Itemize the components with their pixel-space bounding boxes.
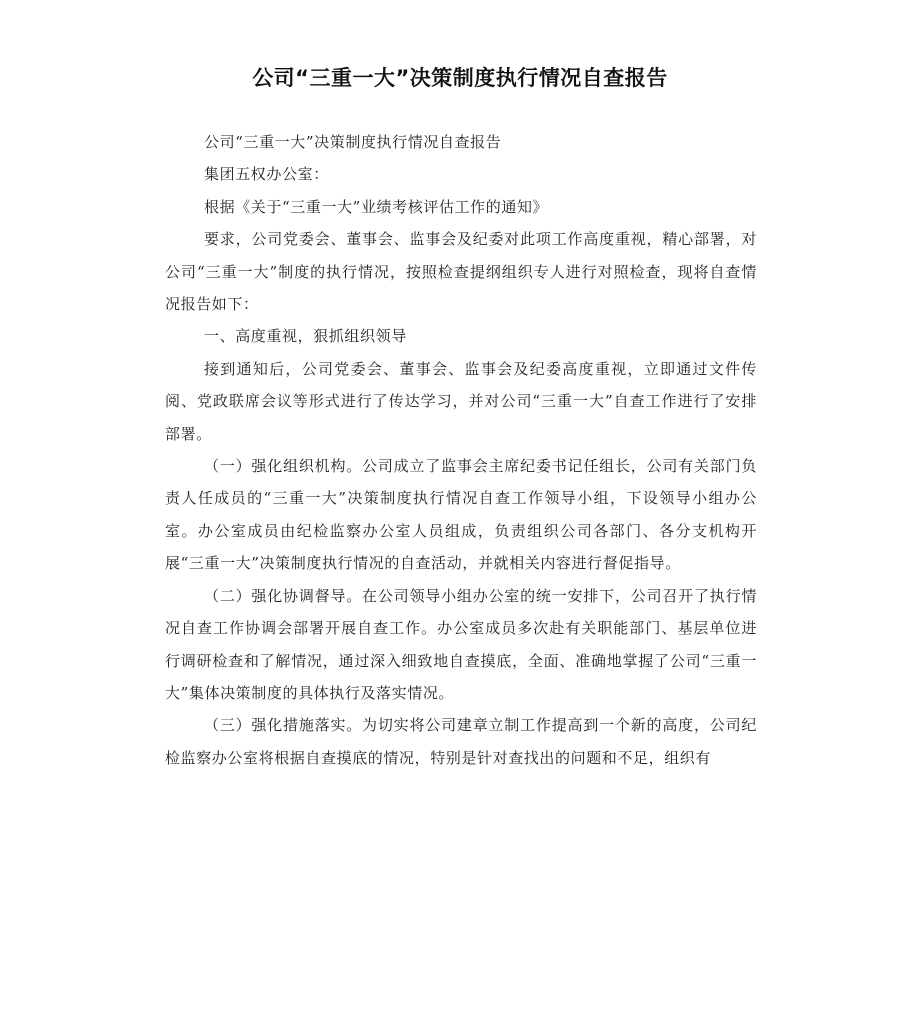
paragraph-item-2: （二）强化协调督导。在公司领导小组办公室的统一安排下，公司召开了执行情况自查工作协调会部署开展自查工作。办公室成员多次赴有关职能部门、基层单位进行调研检查和了解情况，通过深入细致地自查摸底，全面、准确地掌握了公司“三重一大”集体决策制度的具体执行及落实情况。 bbox=[165, 586, 757, 702]
section-heading-1: 一、高度重视，狠抓组织领导 bbox=[204, 327, 407, 346]
paragraph-addressee: 集团五权办公室： bbox=[204, 165, 329, 184]
document-title: 公司“三重一大”决策制度执行情况自查报告 bbox=[252, 66, 668, 90]
paragraph-reference: 根据《关于“三重一大”业绩考核评估工作的通知》 bbox=[204, 197, 549, 216]
document-body bbox=[165, 126, 757, 774]
paragraph-notice: 接到通知后，公司党委会、董事会、监事会及纪委高度重视，立即通过文件传阅、党政联席会议等形式进行了传达学习，并对公司“三重一大”自查工作进行了安排部署。 bbox=[165, 359, 757, 443]
paragraph-intro: 要求，公司党委会、董事会、监事会及纪委对此项工作高度重视，精心部署，对公司“三重一大”制度的执行情况，按照检查提纲组织专人进行对照检查，现将自查情况报告如下： bbox=[165, 230, 757, 314]
paragraph-item-3: （三）强化措施落实。为切实将公司建章立制工作提高到一个新的高度，公司纪检监察办公室将根据自查摸底的情况，特别是针对查找出的问题和不足，组织有 bbox=[165, 716, 757, 767]
paragraph-item-1: （一）强化组织机构。公司成立了监事会主席纪委书记任组长，公司有关部门负责人任成员的“三重一大”决策制度执行情况自查工作领导小组，下设领导小组办公室。办公室成员由纪检监察办公室人员组成，负责组织公司各部门、各分支机构开展“三重一大”决策制度执行情况的自查活动，并就相关内容进行督促指导。 bbox=[165, 457, 757, 573]
paragraph-heading-repeat: 公司“三重一大”决策制度执行情况自查报告 bbox=[204, 133, 502, 151]
